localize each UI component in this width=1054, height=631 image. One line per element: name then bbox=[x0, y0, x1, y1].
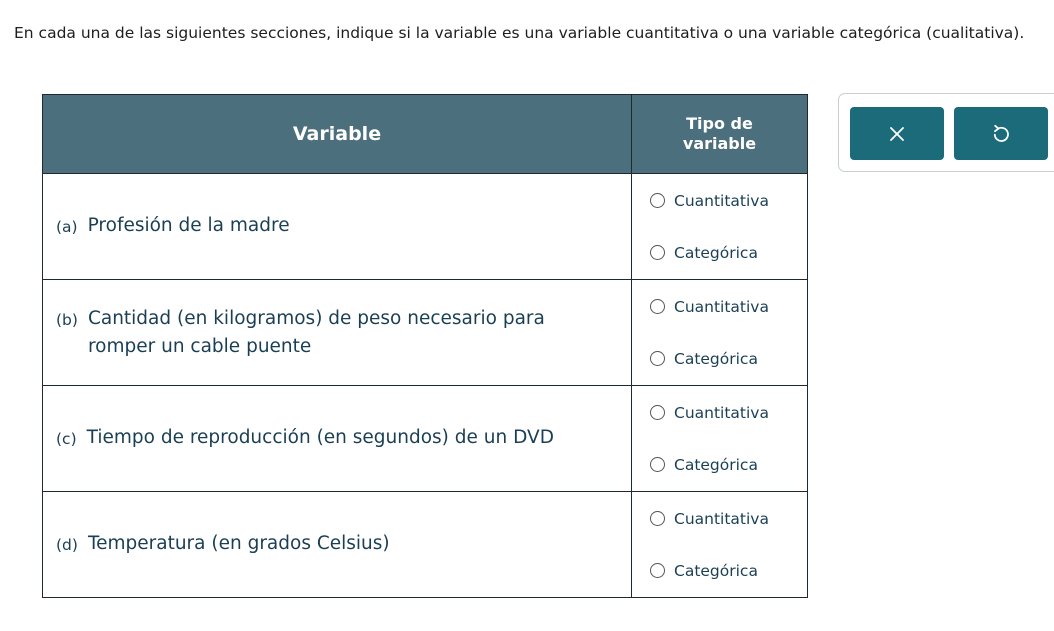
variable-table bbox=[42, 94, 808, 598]
clear-button[interactable] bbox=[850, 107, 944, 160]
header-variable: Variable bbox=[43, 95, 632, 174]
radio-button[interactable] bbox=[650, 511, 665, 526]
undo-icon bbox=[992, 124, 1010, 144]
type-cell bbox=[632, 492, 808, 598]
option-label: Categórica bbox=[674, 243, 758, 262]
variable-description: Profesión de la madre bbox=[87, 215, 290, 236]
radio-button[interactable] bbox=[650, 457, 665, 472]
radio-button[interactable] bbox=[650, 405, 665, 420]
variable-cell bbox=[43, 280, 632, 386]
option-categorica[interactable] bbox=[650, 350, 807, 368]
variable-description: Temperatura (en grados Celsius) bbox=[87, 533, 390, 554]
instructions-text: En cada una de las siguientes secciones, indique si la variable es una variable cuantitativa o una variable categórica (cualitativa). bbox=[14, 24, 1025, 42]
option-label: Cuantitativa bbox=[674, 297, 769, 316]
variable-cell bbox=[43, 174, 632, 280]
table-row-a bbox=[43, 174, 808, 280]
radio-button[interactable] bbox=[650, 299, 665, 314]
header-tipo-label: Tipo de variable bbox=[682, 114, 757, 153]
undo-button[interactable] bbox=[954, 107, 1048, 160]
option-categorica[interactable] bbox=[650, 244, 807, 262]
type-cell bbox=[632, 386, 808, 492]
radio-button[interactable] bbox=[650, 351, 665, 366]
action-button-panel bbox=[838, 93, 1054, 172]
type-cell bbox=[632, 174, 808, 280]
option-label: Cuantitativa bbox=[674, 191, 769, 210]
row-letter: (b) bbox=[56, 310, 78, 329]
header-tipo-de-variable bbox=[632, 95, 808, 174]
radio-button[interactable] bbox=[650, 563, 665, 578]
option-cuantitativa[interactable] bbox=[650, 298, 807, 316]
option-label: Categórica bbox=[674, 561, 758, 580]
option-categorica[interactable] bbox=[650, 562, 807, 580]
variable-cell bbox=[43, 386, 632, 492]
option-cuantitativa[interactable] bbox=[650, 192, 807, 210]
row-letter: (a) bbox=[56, 218, 78, 236]
type-cell bbox=[632, 280, 808, 386]
option-label: Categórica bbox=[674, 349, 758, 368]
option-label: Cuantitativa bbox=[674, 509, 769, 528]
option-label: Cuantitativa bbox=[674, 403, 769, 422]
row-letter: (d) bbox=[56, 536, 78, 554]
radio-button[interactable] bbox=[650, 193, 665, 208]
option-categorica[interactable] bbox=[650, 456, 807, 474]
table-row-b bbox=[43, 280, 808, 386]
radio-button[interactable] bbox=[650, 245, 665, 260]
variable-description: Tiempo de reproducción (en segundos) de un DVD bbox=[86, 427, 554, 448]
close-icon bbox=[889, 126, 905, 142]
variable-cell bbox=[43, 492, 632, 598]
option-cuantitativa[interactable] bbox=[650, 510, 807, 528]
option-cuantitativa[interactable] bbox=[650, 404, 807, 422]
table-row-c bbox=[43, 386, 808, 492]
variable-description: Cantidad (en kilogramos) de peso necesario para romper un cable puente bbox=[87, 307, 545, 357]
option-label: Categórica bbox=[674, 455, 758, 474]
table-row-d bbox=[43, 492, 808, 598]
row-letter: (c) bbox=[56, 430, 77, 448]
